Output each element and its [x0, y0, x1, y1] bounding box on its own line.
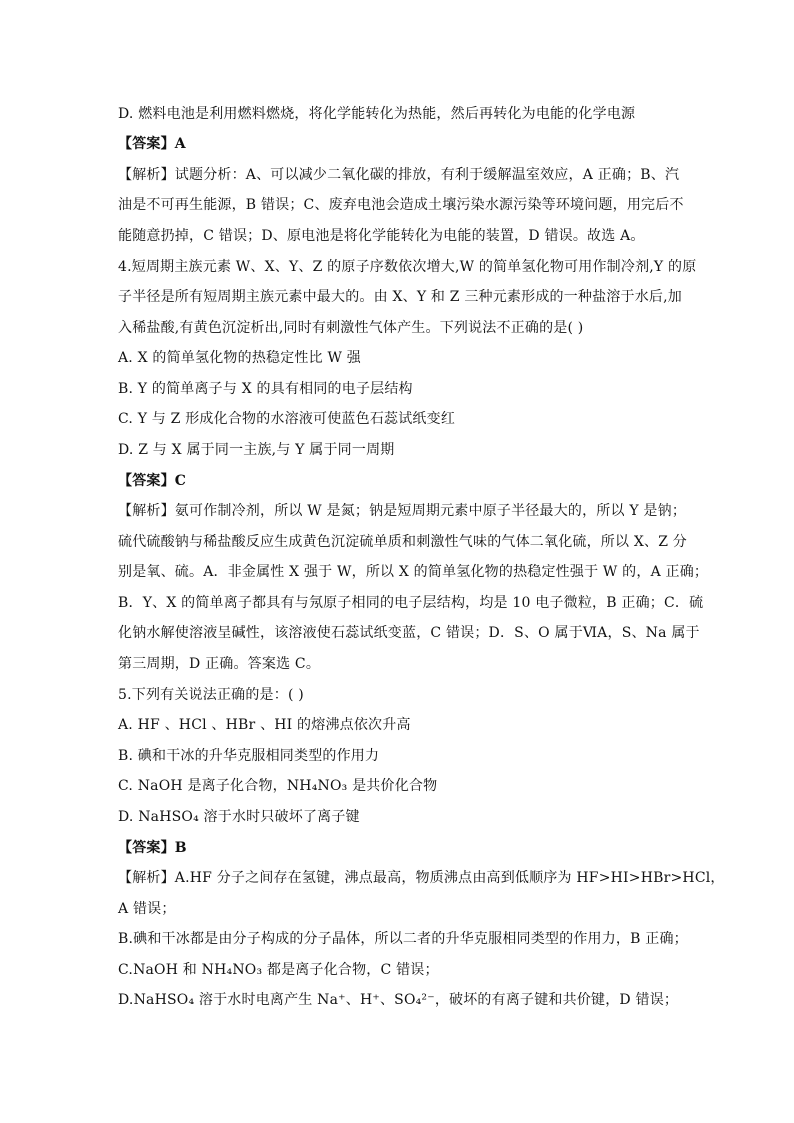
question-4-line1: 4.短周期主族元素 W、X、Y、Z 的原子序数依次增大,W 的简单氢化物可用作制冷剂,Y 的原	[118, 259, 697, 275]
analysis-q3-line3: 能随意扔掉，C 错误；D、原电池是将化学能转化为电能的装置，D 错误。故选 A。	[118, 228, 645, 244]
option-b-q4: B. Y 的简单离子与 X 的具有相同的电子层结构	[118, 381, 413, 397]
answer-q5: 【答案】B	[118, 840, 187, 856]
analysis-q4-line5: 化钠水解使溶液呈碱性，该溶液使石蕊试纸变蓝，C 错误；D．S、O 属于ⅥA，S、Na 属于	[118, 625, 700, 641]
analysis-q5-line3: B.碘和干冰都是由分子构成的分子晶体，所以二者的升华克服相同类型的作用力，B 正确；	[118, 931, 688, 947]
option-c-q5: C. NaOH 是离子化合物，NH₄NO₃ 是共价化合物	[118, 778, 438, 794]
analysis-q4-line1: 【解析】氨可作制冷剂，所以 W 是氮；钠是短周期元素中原子半径最大的，所以 Y 是钠；	[118, 503, 687, 519]
analysis-q4-line3: 别是氧、硫。A．非金属性 X 强于 W，所以 X 的简单氢化物的热稳定性强于 W 的，A 正确；	[118, 564, 709, 580]
analysis-q4-line4: B．Y、X 的简单离子都具有与氖原子相同的电子层结构，均是 10 电子微粒，B 正确；C．硫	[118, 595, 704, 611]
option-b-q5: B. 碘和干冰的升华克服相同类型的作用力	[118, 748, 380, 764]
question-4-line2: 子半径是所有短周期主族元素中最大的。由 X、Y 和 Z 三种元素形成的一种盐溶于水后,加	[118, 289, 682, 305]
analysis-q3-line2: 油是不可再生能源，B 错误；C、废弃电池会造成土壤污染水源污染等环境问题，用完后不	[118, 197, 684, 213]
option-d-q3: D. 燃料电池是利用燃料燃烧，将化学能转化为热能，然后再转化为电能的化学电源	[118, 106, 636, 122]
analysis-q5-line5: D.NaHSO₄ 溶于水时电离产生 Na⁺、H⁺、SO₄²⁻，破坏的有离子键和共价键，D 错误；	[118, 992, 679, 1008]
option-c-q4: C. Y 与 Z 形成化合物的水溶液可使蓝色石蕊试纸变红	[118, 411, 456, 427]
option-d-q4: D. Z 与 X 属于同一主族,与 Y 属于同一周期	[118, 442, 395, 458]
question-5: 5.下列有关说法正确的是：( )	[118, 687, 304, 703]
answer-q4: 【答案】C	[118, 473, 187, 489]
option-a-q5: A. HF 、HCl 、HBr 、HI 的熔沸点依次升高	[118, 717, 411, 733]
answer-q3: 【答案】A	[118, 136, 186, 152]
option-d-q5: D. NaHSO₄ 溶于水时只破坏了离子键	[118, 809, 360, 825]
analysis-q4-line6: 第三周期，D 正确。答案选 C。	[118, 656, 321, 672]
analysis-q5-line2: A 错误；	[118, 901, 176, 917]
question-4-line3: 入稀盐酸,有黄色沉淀析出,同时有刺激性气体产生。下列说法不正确的是( )	[118, 320, 584, 336]
option-a-q4: A. X 的简单氢化物的热稳定性比 W 强	[118, 350, 361, 366]
analysis-q4-line2: 硫代硫酸钠与稀盐酸反应生成黄色沉淀硫单质和刺激性气味的气体二氧化硫，所以 X、Z 分	[118, 534, 687, 550]
analysis-q5-line1: 【解析】A.HF 分子之间存在氢键，沸点最高，物质沸点由高到低顺序为 HF>HI>HBr>HCl，	[118, 870, 725, 886]
analysis-q3-line1: 【解析】试题分析：A、可以减少二氧化碳的排放，有利于缓解温室效应，A 正确；B、汽	[118, 167, 680, 183]
analysis-q5-line4: C.NaOH 和 NH₄NO₃ 都是离子化合物，C 错误；	[118, 962, 439, 978]
